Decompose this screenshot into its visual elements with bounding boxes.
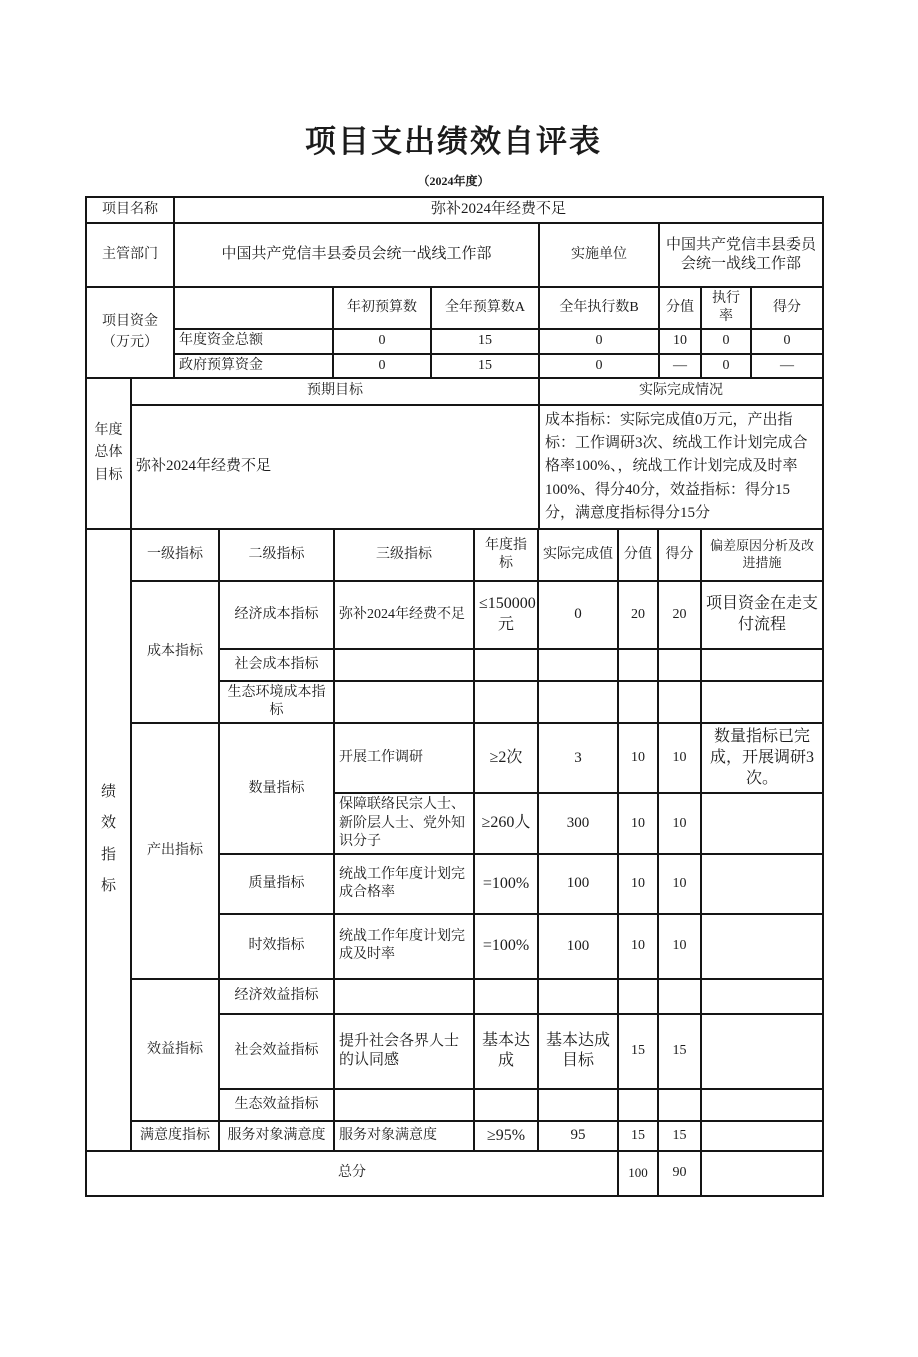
cell-l1: 满意度指标 bbox=[131, 1121, 219, 1151]
cell-l2: 质量指标 bbox=[219, 854, 334, 914]
funds-value-cell: 0 bbox=[539, 354, 659, 378]
cell-remark bbox=[701, 914, 823, 979]
cell-l3 bbox=[334, 1089, 474, 1121]
cell-score bbox=[618, 649, 658, 681]
cell-remark bbox=[701, 1089, 823, 1121]
cell-l2: 数量指标 bbox=[219, 723, 334, 854]
cell-remark bbox=[701, 793, 823, 854]
funds-row-gov bbox=[86, 354, 823, 378]
funds-header-row bbox=[86, 287, 823, 329]
dept-row bbox=[86, 223, 823, 287]
cell-actual: 95 bbox=[538, 1121, 618, 1151]
cell-l2: 经济效益指标 bbox=[219, 979, 334, 1014]
cell-target bbox=[474, 681, 538, 723]
funds-value-cell: 0 bbox=[701, 354, 751, 378]
indicators-header-cell: 实际完成值 bbox=[538, 529, 618, 581]
goal-expected-header-cell: 预期目标 bbox=[131, 378, 539, 405]
goal-actual-cell: 成本指标：实际完成值0万元，产出指标：工作调研3次、统战工作计划完成合格率100%、，统战工作计划完成及时率100%、得分40分，效益指标：得分15分，满意度指标得分15分 bbox=[539, 405, 823, 529]
total-label-cell: 总分 bbox=[86, 1151, 618, 1196]
funds-label-text: 项目资金（万元） bbox=[102, 314, 158, 351]
cell-got: 10 bbox=[658, 854, 701, 914]
indicators-table bbox=[85, 528, 824, 1197]
cell-l3 bbox=[334, 681, 474, 723]
annual-goal-table bbox=[85, 377, 824, 530]
funds-blank-cell bbox=[174, 287, 333, 329]
indicator-row bbox=[86, 723, 823, 793]
indicators-header-cell: 偏差原因分析及改进措施 bbox=[701, 529, 823, 581]
cell-got bbox=[658, 1089, 701, 1121]
cell-remark bbox=[701, 979, 823, 1014]
total-row bbox=[86, 1151, 823, 1196]
funds-value-cell: 0 bbox=[333, 329, 431, 353]
project-name-label-cell: 项目名称 bbox=[86, 197, 174, 223]
indicator-row bbox=[86, 581, 823, 649]
funds-value-cell: — bbox=[751, 354, 823, 378]
cell-l2: 服务对象满意度 bbox=[219, 1121, 334, 1151]
funds-value-cell: 15 bbox=[431, 354, 539, 378]
cell-score: 20 bbox=[618, 581, 658, 649]
cell-got: 15 bbox=[658, 1121, 701, 1151]
cell-l2: 生态环境成本指标 bbox=[219, 681, 334, 723]
goal-label-cell bbox=[86, 378, 131, 529]
cell-actual bbox=[538, 649, 618, 681]
cell-l3: 统战工作年度计划完成及时率 bbox=[334, 914, 474, 979]
cell-remark bbox=[701, 854, 823, 914]
cell-l2: 社会效益指标 bbox=[219, 1014, 334, 1089]
cell-target: ≥95% bbox=[474, 1121, 538, 1151]
cell-target bbox=[474, 979, 538, 1014]
indicators-header-cell: 分值 bbox=[618, 529, 658, 581]
indicator-row bbox=[86, 1121, 823, 1151]
cell-l2: 时效指标 bbox=[219, 914, 334, 979]
cell-target: ≤150000元 bbox=[474, 581, 538, 649]
cell-got bbox=[658, 979, 701, 1014]
cell-l1: 产出指标 bbox=[131, 723, 219, 979]
funds-value-cell: — bbox=[659, 354, 701, 378]
indicators-header-row bbox=[86, 529, 823, 581]
funds-value-cell: 0 bbox=[751, 329, 823, 353]
dept-value-cell: 中国共产党信丰县委员会统一战线工作部 bbox=[174, 223, 539, 287]
funds-header-cell: 全年预算数A bbox=[431, 287, 539, 329]
cell-score: 10 bbox=[618, 723, 658, 793]
cell-remark: 数量指标已完成，开展调研3次。 bbox=[701, 723, 823, 793]
cell-remark bbox=[701, 649, 823, 681]
cell-score: 15 bbox=[618, 1121, 658, 1151]
cell-got: 10 bbox=[658, 723, 701, 793]
cell-l3: 保障联络民宗人士、新阶层人士、党外知识分子 bbox=[334, 793, 474, 854]
indicator-row bbox=[86, 979, 823, 1014]
funds-row-label-cell: 政府预算资金 bbox=[174, 354, 333, 378]
cell-l3: 服务对象满意度 bbox=[334, 1121, 474, 1151]
indicators-header-cell: 得分 bbox=[658, 529, 701, 581]
impl-label-cell: 实施单位 bbox=[539, 223, 659, 287]
funds-value-cell: 0 bbox=[701, 329, 751, 353]
cell-l1: 成本指标 bbox=[131, 581, 219, 723]
page-subtitle: （2024年度） bbox=[417, 174, 490, 188]
cell-target: =100% bbox=[474, 914, 538, 979]
cell-actual: 300 bbox=[538, 793, 618, 854]
cell-remark bbox=[701, 681, 823, 723]
indicators-label-text: 绩效指标 bbox=[100, 783, 116, 895]
funds-value-cell: 0 bbox=[539, 329, 659, 353]
cell-actual bbox=[538, 1089, 618, 1121]
funds-header-cell: 得分 bbox=[751, 287, 823, 329]
goal-expected-cell: 弥补2024年经费不足 bbox=[131, 405, 539, 529]
info-funds-table bbox=[85, 196, 824, 379]
goal-label-text: 年度总体目标 bbox=[94, 422, 123, 483]
funds-header-cell: 全年执行数B bbox=[539, 287, 659, 329]
cell-score: 10 bbox=[618, 914, 658, 979]
cell-score: 15 bbox=[618, 1014, 658, 1089]
cell-l3: 提升社会各界人士的认同感 bbox=[334, 1014, 474, 1089]
cell-score bbox=[618, 681, 658, 723]
cell-l3: 统战工作年度计划完成合格率 bbox=[334, 854, 474, 914]
funds-header-cell: 年初预算数 bbox=[333, 287, 431, 329]
cell-actual: 3 bbox=[538, 723, 618, 793]
cell-actual: 100 bbox=[538, 854, 618, 914]
cell-actual: 0 bbox=[538, 581, 618, 649]
goal-content-row bbox=[86, 405, 823, 529]
cell-target: ≥2次 bbox=[474, 723, 538, 793]
funds-row-total bbox=[86, 329, 823, 353]
indicators-label-cell bbox=[86, 529, 131, 1151]
page-title: 项目支出绩效自评表 bbox=[305, 124, 602, 159]
cell-score: 10 bbox=[618, 854, 658, 914]
project-name-row bbox=[86, 197, 823, 223]
cell-got: 20 bbox=[658, 581, 701, 649]
cell-score: 10 bbox=[618, 793, 658, 854]
cell-got: 10 bbox=[658, 914, 701, 979]
cell-l2: 经济成本指标 bbox=[219, 581, 334, 649]
total-score-cell: 100 bbox=[618, 1151, 658, 1196]
funds-value-cell: 15 bbox=[431, 329, 539, 353]
cell-target: =100% bbox=[474, 854, 538, 914]
total-got-cell: 90 bbox=[658, 1151, 701, 1196]
cell-got: 10 bbox=[658, 793, 701, 854]
cell-score bbox=[618, 1089, 658, 1121]
indicators-header-cell: 年度指标 bbox=[474, 529, 538, 581]
form-sheet bbox=[85, 0, 822, 1197]
cell-l1: 效益指标 bbox=[131, 979, 219, 1121]
cell-l3 bbox=[334, 649, 474, 681]
goal-header-row bbox=[86, 378, 823, 405]
funds-value-cell: 10 bbox=[659, 329, 701, 353]
cell-remark bbox=[701, 1014, 823, 1089]
project-name-value-cell: 弥补2024年经费不足 bbox=[174, 197, 823, 223]
cell-l3: 弥补2024年经费不足 bbox=[334, 581, 474, 649]
cell-l2: 社会成本指标 bbox=[219, 649, 334, 681]
cell-actual bbox=[538, 681, 618, 723]
cell-got bbox=[658, 681, 701, 723]
cell-target: ≥260人 bbox=[474, 793, 538, 854]
cell-score bbox=[618, 979, 658, 1014]
goal-actual-header-cell: 实际完成情况 bbox=[539, 378, 823, 405]
funds-value-cell: 0 bbox=[333, 354, 431, 378]
impl-value-cell: 中国共产党信丰县委员会统一战线工作部 bbox=[659, 223, 823, 287]
funds-header-cell: 执行率 bbox=[701, 287, 751, 329]
indicators-header-cell: 一级指标 bbox=[131, 529, 219, 581]
cell-l3 bbox=[334, 979, 474, 1014]
cell-target bbox=[474, 649, 538, 681]
cell-target: 基本达成 bbox=[474, 1014, 538, 1089]
indicators-header-cell: 二级指标 bbox=[219, 529, 334, 581]
total-remark-cell bbox=[701, 1151, 823, 1196]
cell-l3: 开展工作调研 bbox=[334, 723, 474, 793]
cell-got bbox=[658, 649, 701, 681]
indicators-header-cell: 三级指标 bbox=[334, 529, 474, 581]
cell-l2: 生态效益指标 bbox=[219, 1089, 334, 1121]
dept-label-cell: 主管部门 bbox=[86, 223, 174, 287]
cell-got: 15 bbox=[658, 1014, 701, 1089]
cell-target bbox=[474, 1089, 538, 1121]
cell-actual: 100 bbox=[538, 914, 618, 979]
funds-row-label-cell: 年度资金总额 bbox=[174, 329, 333, 353]
cell-actual bbox=[538, 979, 618, 1014]
cell-actual: 基本达成目标 bbox=[538, 1014, 618, 1089]
funds-header-cell: 分值 bbox=[659, 287, 701, 329]
funds-label-cell bbox=[86, 287, 174, 378]
cell-remark: 项目资金在走支付流程 bbox=[701, 581, 823, 649]
cell-remark bbox=[701, 1121, 823, 1151]
